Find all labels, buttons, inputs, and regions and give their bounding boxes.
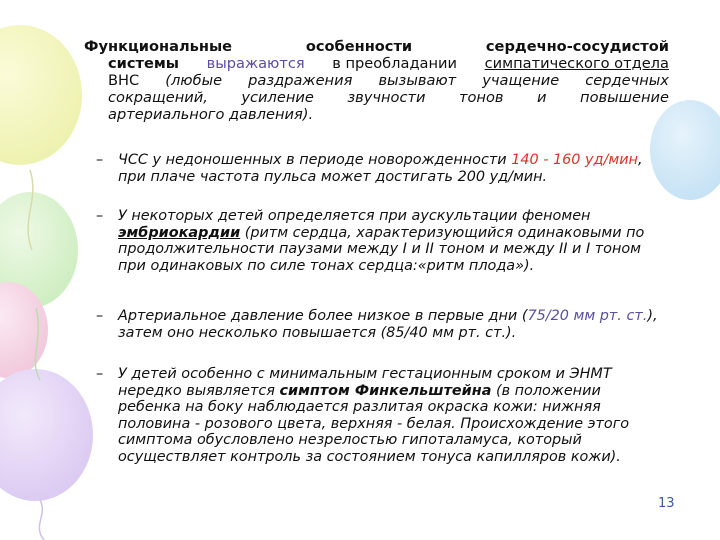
intro-word: сердечных	[585, 72, 669, 89]
intro-word: выражаются	[206, 55, 305, 72]
bullet-item	[96, 208, 664, 274]
intro-word: повышение	[580, 89, 669, 106]
intro-word: учащение	[482, 72, 560, 89]
bullet-item	[96, 152, 664, 185]
intro-word: особенности	[305, 38, 413, 55]
bullet-text: ), затем оно несколько повышается (85/40 мм рт. ст.).	[118, 308, 658, 341]
intro-word: в преобладании	[332, 55, 457, 72]
bullet-dash: –	[96, 308, 104, 324]
intro-word: раздражения	[248, 72, 353, 89]
intro-word: усиление	[241, 89, 314, 106]
bullet-text: Артериальное давление более низкое в первые дни (	[118, 308, 528, 324]
slide-content	[84, 38, 669, 465]
page-number: 13	[658, 496, 675, 511]
bullet-text: (в положении ребенка на боку наблюдается разлитая окраска кожи: нижняя половина - розового цвета, верхняя - белая. Происхождение этого симптома обусловлено незрелостью гипоталамуса, который осуществляет контроль за состоянием тонуса капилляров кожи).	[118, 382, 630, 465]
bullet-highlight: 75/20 мм рт. ст.	[527, 308, 648, 324]
bullet-dash: –	[96, 366, 104, 382]
bullet-text: У детей особенно с минимальным гестационным сроком и ЭНМТ нередко выявляется	[118, 366, 612, 399]
bullet-item	[96, 366, 664, 466]
intro-last-line: артериального давления).	[108, 106, 314, 123]
intro-word: (любые	[165, 72, 223, 89]
intro-paragraph	[84, 38, 669, 123]
intro-word: сокращений,	[108, 89, 208, 106]
intro-word: и	[537, 89, 547, 106]
bullet-dash: –	[96, 208, 104, 224]
intro-word: тонов	[458, 89, 504, 106]
intro-word: вызывают	[378, 72, 457, 89]
bullet-term: симптом Финкельштейна	[279, 382, 492, 399]
bullet-highlight: 140 - 160 уд/мин	[511, 152, 638, 168]
intro-word: ВНС	[108, 72, 140, 89]
bullet-dash: –	[96, 152, 104, 168]
bullet-text: (ритм сердца, характеризующийся одинаковыми по продолжительности паузами между I и II тоном и между II и I тоном при одинаковых по силе тонах сердца:«ритм плода»).	[118, 224, 645, 274]
bullet-term: эмбриокардии	[118, 224, 241, 241]
bullet-text: У некоторых детей определяется при аускультации феномен	[118, 208, 591, 224]
bullet-item	[96, 308, 664, 341]
intro-word: звучности	[347, 89, 426, 106]
intro-word: сердечно-сосудистой	[485, 38, 669, 55]
bullet-text: ЧСС у недоношенных в периоде новорожденности	[118, 152, 512, 168]
bullet-text: , при плаче частота пульса может достигать 200 уд/мин.	[118, 152, 643, 185]
intro-underlined-phrase: симпатического отдела	[484, 55, 669, 72]
intro-word: Функциональные	[84, 38, 233, 55]
intro-word: системы	[108, 55, 180, 72]
